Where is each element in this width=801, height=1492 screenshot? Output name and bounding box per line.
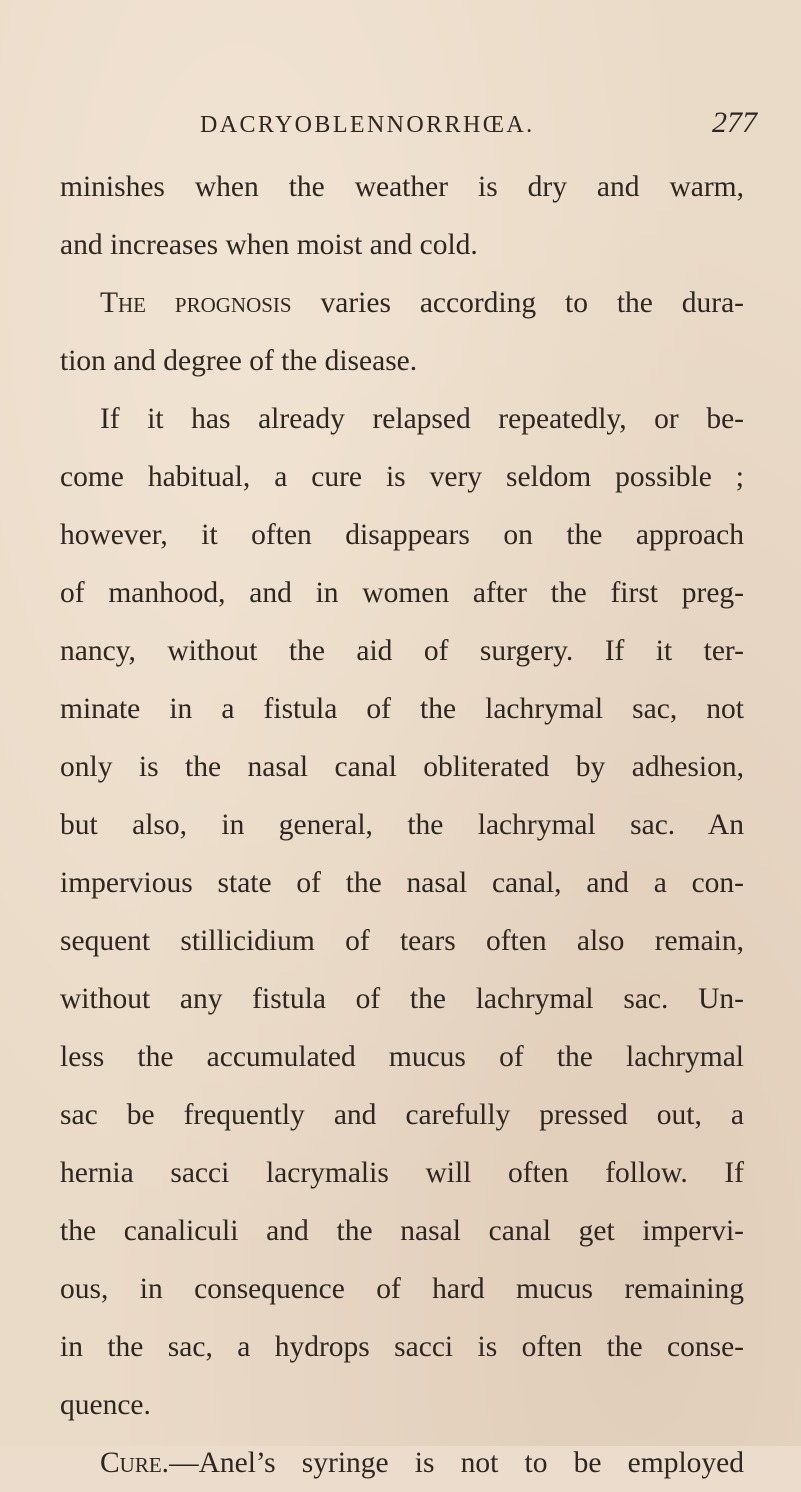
text-line: tion and degree of the disease. [60, 345, 418, 377]
text-fragment: —Anel’s syringe is not to be employed [169, 1447, 744, 1479]
text-line: nancy, without the aid of surgery. If it ter- [60, 635, 744, 667]
text-fragment: varies according to the dura- [291, 287, 745, 319]
text-line: only is the nasal canal obliterated by adhesion, [60, 751, 744, 783]
running-head [0, 104, 801, 144]
text-line [60, 274, 744, 332]
running-title: DACRYOBLENNORRHŒA. [200, 112, 535, 138]
text-line: but also, in general, the lachrymal sac. An [60, 809, 744, 841]
page-number: 277 [712, 106, 757, 139]
text-line: come habitual, a cure is very seldom possible ; [60, 461, 744, 493]
text-line: in the sac, a hydrops sacci is often the conse- [60, 1331, 744, 1363]
text-line [60, 1434, 744, 1492]
body-text [60, 158, 744, 1492]
text-line: minishes when the weather is dry and warm, [60, 171, 744, 203]
text-line: hernia sacci lacrymalis will often follow. If [60, 1157, 744, 1189]
text-line: impervious state of the nasal canal, and a con- [60, 867, 744, 899]
text-line: without any fistula of the lachrymal sac. Un- [60, 983, 744, 1015]
text-line: If it has already relapsed repeatedly, or be- [100, 403, 744, 435]
text-line: the canaliculi and the nasal canal get impervi- [60, 1215, 744, 1247]
text-line: sac be frequently and carefully pressed out, a [60, 1099, 744, 1131]
text-line: minate in a fistula of the lachrymal sac, not [60, 693, 744, 725]
text-line: quence. [60, 1389, 151, 1421]
text-line: however, it often disappears on the approach [60, 519, 744, 551]
text-line: sequent stillicidium of tears often also remain, [60, 925, 744, 957]
cure-heading: Cure. [100, 1447, 170, 1479]
text-line: less the accumulated mucus of the lachrymal [60, 1041, 744, 1073]
text-line: and increases when moist and cold. [60, 229, 478, 261]
prognosis-heading: The prognosis [100, 287, 292, 319]
text-line: ous, in consequence of hard mucus remaining [60, 1273, 744, 1305]
text-line: of manhood, and in women after the first preg- [60, 577, 744, 609]
